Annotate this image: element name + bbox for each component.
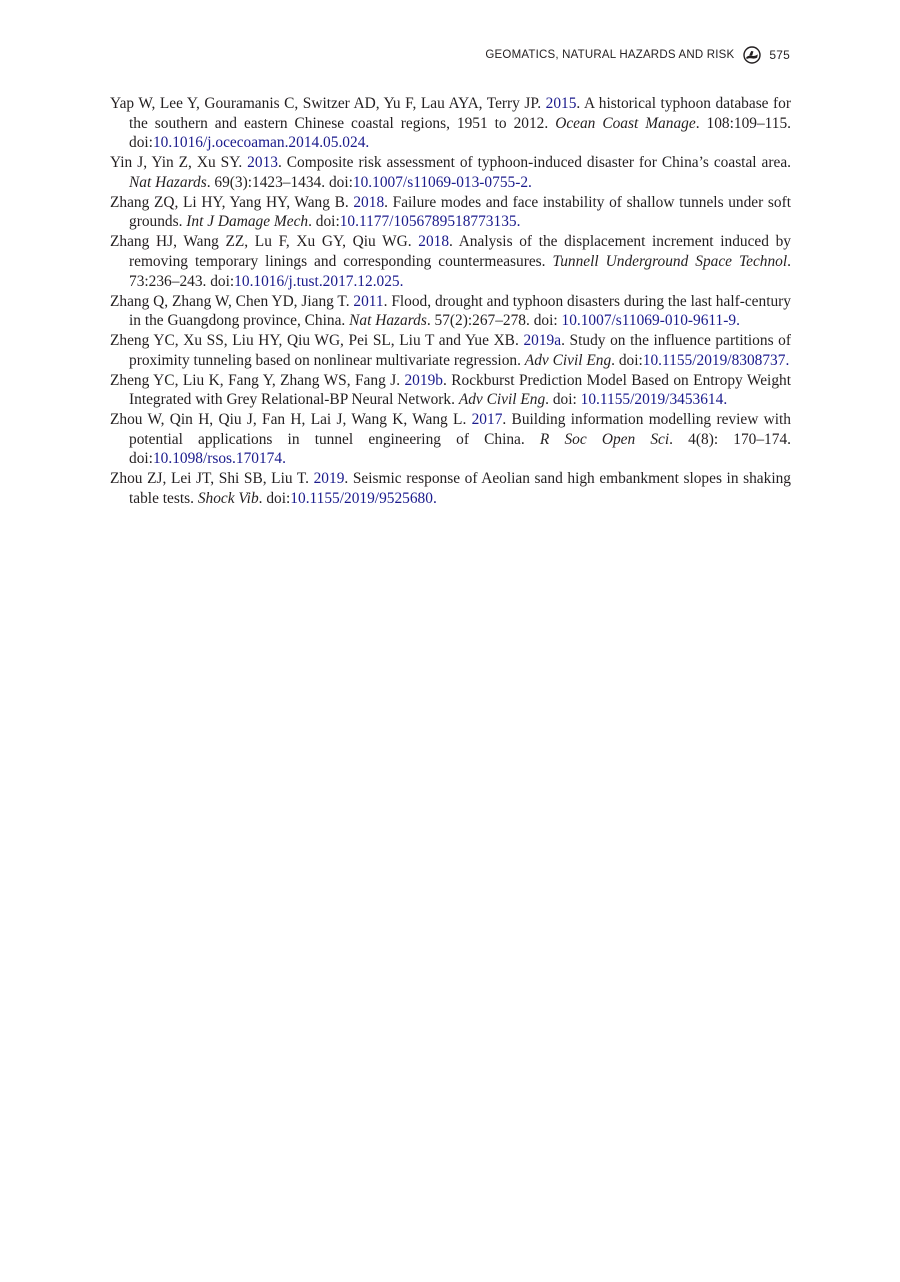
ref-year-link[interactable]: 2018 [418,233,450,251]
ref-details: . doi: [258,490,291,507]
ref-journal: Int J Damage Mech [186,213,309,231]
ref-doi-link[interactable]: 10.1155/2019/9525680 [290,490,433,507]
ref-year-link[interactable]: 2019b [404,371,443,389]
running-header-journal: GEOMATICS, NATURAL HAZARDS AND RISK [485,49,735,61]
ref-doi-link[interactable]: 10.1007/s11069-010-9611-9 [561,312,737,330]
ref-doi-link[interactable]: 10.1007/s11069-013-0755-2 [352,173,529,191]
ref-title: . Failure modes and face instability of shallow tunnels under soft grounds. [129,193,791,231]
ref-journal: Tunnell Underground Space Technol [552,252,788,270]
ref-journal: Adv Civil Eng [524,351,612,369]
ref-journal: Ocean Coast Manage [555,114,696,132]
ref-doi-link[interactable]: 10.1016/j.ocecoaman.2014.05.024 [152,134,366,152]
ref-year-link[interactable]: 2017 [471,411,503,429]
ref-authors: Zhang Q, Zhang W, Chen YD, Jiang T. [110,292,354,310]
ref-title: . Composite risk assessment of typhoon-induced disaster for China’s coastal area. [277,154,791,172]
ref-details: . 57(2):267–278. doi: [426,312,562,330]
ref-end: . [432,490,437,507]
ref-journal: Nat Hazards [349,312,427,330]
page-number: 575 [769,48,790,62]
reference-entry [110,410,791,469]
ref-authors: Zheng YC, Xu SS, Liu HY, Qiu WG, Pei SL, Liu T and Yue XB. [110,332,524,350]
ref-details: . 73:236–243. doi: [129,252,791,290]
ref-details: . 4(8): 170–174. doi: [129,430,791,468]
ref-journal: Adv Civil Eng [458,391,546,409]
ref-authors: Zhang HJ, Wang ZZ, Lu F, Xu GY, Qiu WG. [110,233,419,251]
ref-title: . A historical typhoon database for the southern and eastern Chinese coastal regions, 1951 to 2012. [129,95,791,132]
ref-year-link[interactable]: 2018 [353,193,385,211]
ref-end: . [365,134,370,152]
ref-doi-link[interactable]: 10.1098/rsos.170174 [152,450,283,468]
ref-doi-link[interactable]: 10.1155/2019/3453614 [580,391,724,409]
reference-entry [110,371,791,410]
ref-journal: Shock Vib [197,490,259,507]
ref-year-link[interactable]: 2013 [247,154,278,172]
ref-details: . 69(3):1423–1434. doi: [206,173,353,191]
ref-end: . [399,272,404,290]
page-header [485,46,790,64]
ref-end: . [528,173,532,191]
reference-entry [110,331,791,370]
ref-end: . [516,213,521,231]
ref-authors: Zheng YC, Liu K, Fang Y, Zhang WS, Fang J. [110,371,405,389]
ref-authors: Zhou ZJ, Lei JT, Shi SB, Liu T. [110,470,314,488]
ref-year-link[interactable]: 2011 [353,292,384,310]
ref-end: . [736,312,740,330]
reference-entry [110,232,791,291]
ref-journal: Nat Hazards [129,173,207,191]
ref-title: . Study on the influence partitions of proximity tunneling based on nonlinear multivariate regression. [129,332,792,369]
reference-entry [110,153,791,192]
reference-entry [110,94,791,153]
ref-end: . [282,450,286,468]
ref-authors: Yap W, Lee Y, Gouramanis C, Switzer AD, Yu F, Lau AYA, Terry JP. [110,95,546,112]
ref-details: . 108:109–115. doi: [129,114,792,152]
ref-title: . Analysis of the displacement increment induced by removing temporary linings and corresponding countermeasures. [129,233,791,270]
ref-details: . doi: [545,391,581,409]
ref-end: . [723,391,728,409]
ref-title: . Rockburst Prediction Model Based on Entropy Weight Integrated with Grey Relational-BP Neural Network. [129,371,791,409]
ref-details: . doi: [308,213,340,231]
ref-title: . Building information modelling review with potential applications in tunnel engineering of China. [129,411,791,448]
taylor-francis-logo-icon [743,46,761,64]
ref-year-link[interactable]: 2019 [313,470,345,488]
ref-title: . Seismic response of Aeolian sand high embankment slopes in shaking table tests. [129,470,791,507]
reference-entry [110,292,791,331]
ref-details: . doi: [611,351,643,369]
ref-doi-link[interactable]: 10.1177/1056789518773135 [339,213,517,231]
ref-authors: Zhang ZQ, Li HY, Yang HY, Wang B. [110,193,354,211]
reference-entry [110,193,791,232]
ref-year-link[interactable]: 2019a [523,332,562,350]
ref-authors: Zhou W, Qin H, Qiu J, Fan H, Lai J, Wang K, Wang L. [110,411,472,429]
ref-year-link[interactable]: 2015 [545,95,577,112]
ref-title: . Flood, drought and typhoon disasters during the last half-century in the Guangdong province, China. [129,292,792,330]
reference-entry [110,469,791,508]
ref-doi-link[interactable]: 10.1155/2019/8308737 [642,351,786,369]
ref-end: . [785,351,790,369]
ref-journal: R Soc Open Sci [539,430,670,448]
reference-list [110,94,791,509]
ref-authors: Yin J, Yin Z, Xu SY. [110,154,248,172]
ref-doi-link[interactable]: 10.1016/j.tust.2017.12.025 [234,272,400,290]
